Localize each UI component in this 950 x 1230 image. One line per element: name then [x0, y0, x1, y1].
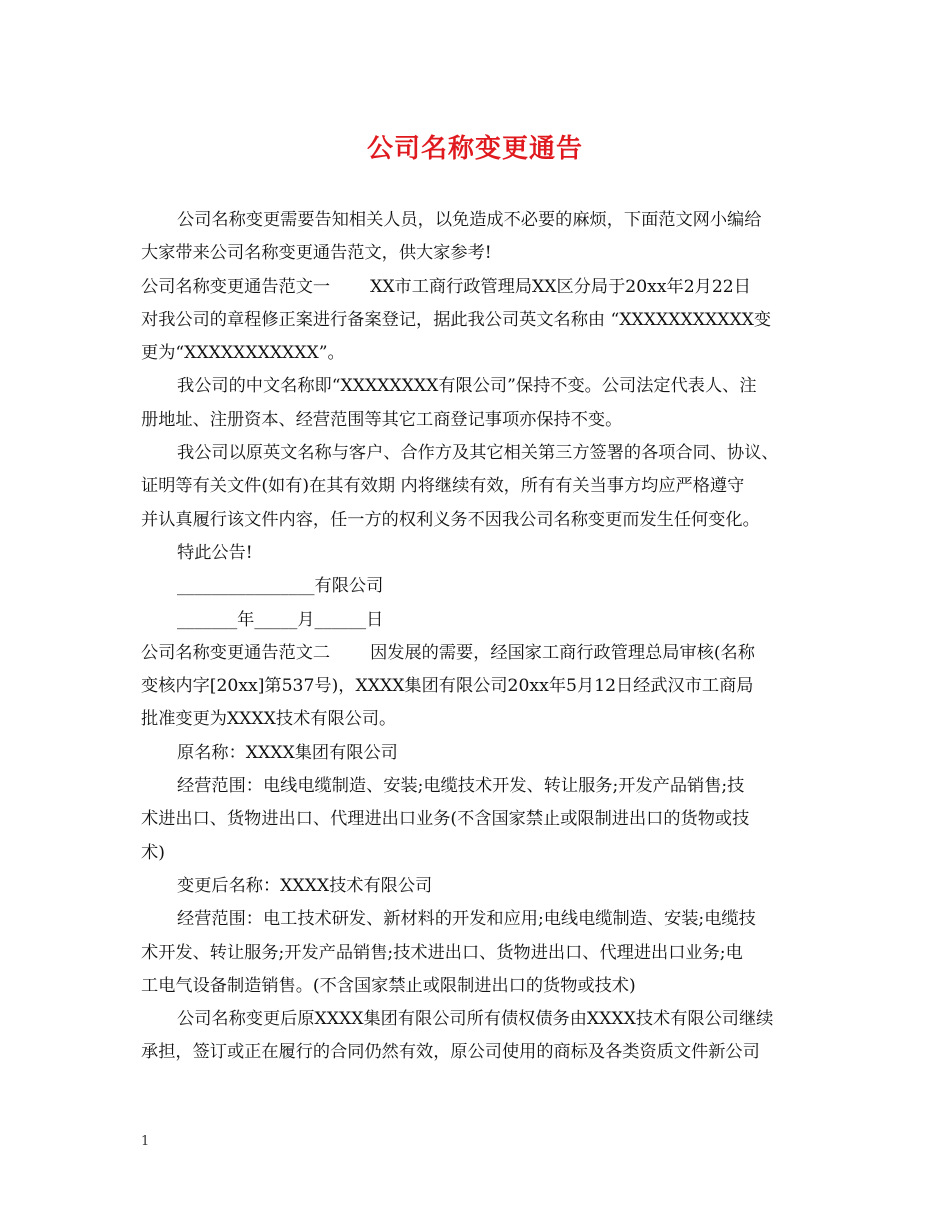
announcement-closing: 特此公告! — [177, 542, 253, 563]
paragraph-line: 承担，签订或正在履行的合同仍然有效，原公司使用的商标及各类资质文件新公司 — [141, 1042, 760, 1063]
paragraph-line: 公司名称变更需要告知相关人员，以免造成不必要的麻烦，下面范文网小编给 — [177, 210, 762, 230]
paragraph-line: 经营范围：电线电缆制造、安装;电缆技术开发、转让服务;开发产品销售;技 — [177, 776, 745, 797]
paragraph-line: 我公司以原英文名称与客户、合作方及其它相关第三方签署的各项合同、协议、 — [177, 443, 779, 464]
paragraph-line: 大家带来公司名称变更通告范文，供大家参考! — [141, 243, 492, 264]
paragraph-line — [141, 271, 815, 304]
date-blank: _______年_____月______日 — [177, 609, 384, 630]
paragraph-line: 对我公司的章程修正案进行备案登记，据此我公司英文名称由 “XXXXXXXXXXX变 — [141, 309, 772, 330]
paragraph-line: 经营范围：电工技术研发、新材料的开发和应用;电线电缆制造、安装;电缆技 — [177, 909, 756, 930]
original-name: 原名称：XXXX集团有限公司 — [177, 742, 398, 763]
paragraph-line: 证明等有关文件(如有)在其有效期 内将继续有效，所有有关当事方均应严格遵守 — [141, 476, 745, 497]
paragraph-line: 术) — [141, 842, 165, 863]
paragraph-line: 工电气设备制造销售。(不含国家禁止或限制进出口的货物或技术) — [141, 975, 636, 996]
paragraph-line: 术进出口、货物进出口、代理进出口业务(不含国家禁止或限制进出口的货物或技 — [141, 809, 750, 830]
paragraph-line: 术开发、转让服务;开发产品销售;技术进出口、货物进出口、代理进出口业务;电 — [141, 942, 743, 963]
paragraph-text: XX市工商行政管理局XX区分局于20xx年2月22日 — [370, 276, 751, 297]
paragraph-line: 变核内字[20xx]第537号)，XXXX集团有限公司20xx年5月12日经武汉市工商局 — [141, 676, 754, 697]
paragraph-line: 更为“XXXXXXXXXXX”。 — [141, 343, 345, 364]
document-body — [141, 204, 815, 1070]
document-title: 公司名称变更通告 — [366, 134, 583, 164]
paragraph-line: 批准变更为XXXX技术有限公司。 — [141, 709, 397, 730]
paragraph-line: 公司名称变更后原XXXX集团有限公司所有债权债务由XXXX技术有限公司继续 — [177, 1009, 774, 1030]
paragraph-line: 我公司的中文名称即“XXXXXXXX有限公司”保持不变。公司法定代表人、注 — [177, 376, 757, 397]
new-name: 变更后名称：XXXX技术有限公司 — [177, 875, 433, 896]
paragraph-text: 因发展的需要，经国家工商行政管理总局审核(名称 — [370, 642, 755, 663]
paragraph-line — [141, 637, 815, 670]
paragraph-line: 并认真履行该文件内容，任一方的权利义务不因我公司名称变更而发生任何变化。 — [141, 509, 760, 530]
paragraph-line: 册地址、注册资本、经营范围等其它工商登记事项亦保持不变。 — [141, 409, 623, 430]
section-heading-1: 公司名称变更通告范文一 — [141, 276, 331, 297]
company-signature-blank: ________________有限公司 — [177, 576, 384, 597]
section-heading-2: 公司名称变更通告范文二 — [141, 642, 331, 663]
page-number: 1 — [141, 1134, 150, 1149]
